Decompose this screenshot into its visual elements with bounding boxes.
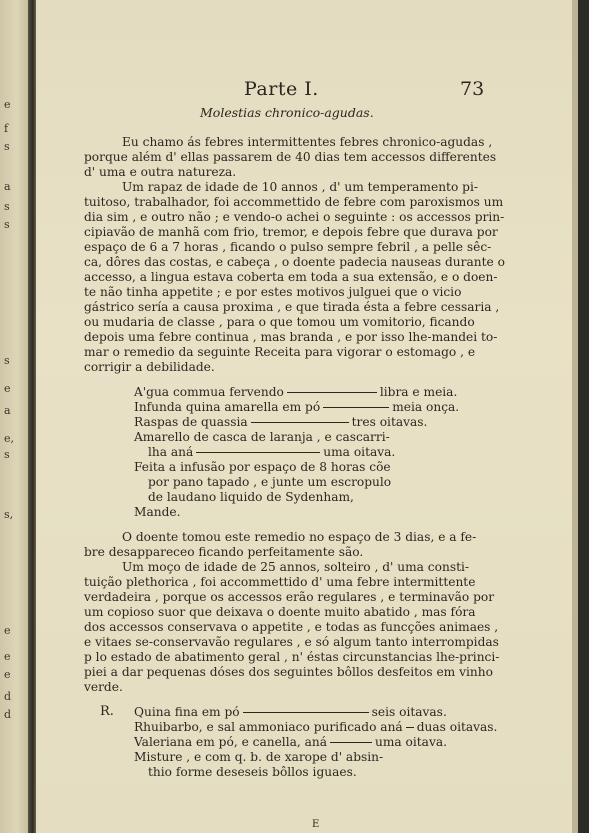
margin-fragment: d [4,690,12,703]
recipe-quantity: meia onça. [392,400,460,414]
text-line: verde. [84,680,123,694]
recipe-quantity: tres oitavas. [351,415,428,429]
margin-fragment: e [4,382,11,395]
leader-line [243,712,369,713]
recipe-quantity: seis oitavas. [371,705,447,719]
recipe-item: lha aná [148,445,194,459]
recipe-item: Valeriana em pó, e canella, aná [134,735,327,749]
recipe-quantity: libra e meia. [379,385,458,399]
text-line: p lo estado de abatimento geral , n' éstas circunstancias lhe-princi- [84,650,500,664]
text-line: espaço de 6 a 7 horas , ficando o pulso sempre febril , a pelle sêc- [84,240,492,254]
text-line: mar o remedio da seguinte Receita para vigorar o estomago , e [84,345,476,359]
leader-line [323,407,389,408]
text-line: O doente tomou este remedio no espaço de 3 dias, e a fe- [122,530,477,544]
recipe-line: Misture , e com q. b. de xarope d' absin- [134,750,384,764]
page-edge [572,0,589,833]
recipe-quantity: uma oitava. [323,445,396,459]
text-line: cipiavão de manhã com frio, tremor, e depois febre que durava por [84,225,498,239]
leader-line [251,422,349,423]
text-line: bre desappareceo ficando perfeitamente são. [84,545,364,559]
recipe-instruction: por pano tapado , e junte um escropulo [148,475,392,489]
recipe-item: Quina fina em pó [134,705,240,719]
text-line: dia sim , e outro não ; e vendo-o achei o seguinte : os accessos prin- [84,210,505,224]
text-line: te não tinha appetite ; e por estes motivos julguei que o vicio [84,285,462,299]
recipe-item: Raspas de quassia [134,415,248,429]
margin-fragment: s [4,448,10,461]
recipe-item: A'gua commua fervendo [134,385,284,399]
recipe-instruction: Mande. [134,505,181,519]
leader-line [196,452,320,453]
signature-mark: E [312,819,320,830]
margin-fragment: e [4,650,11,663]
text-line: dos accessos conservava o appetite , e todas as funcções animaes , [84,620,499,634]
text-line: porque além d' ellas passarem de 40 dias tem accessos differentes [84,150,497,164]
margin-fragment: s [4,218,10,231]
section-title: Molestias chronico-agudas. [200,105,374,120]
text-line: Um rapaz de idade de 10 annos , d' um temperamento pi- [122,180,478,194]
text-line: Um moço de idade de 25 annos, solteiro , d' uma consti- [122,560,469,574]
leader-line [287,392,377,393]
text-line: piei a dar pequenas dóses dos seguintes bôllos desfeitos em vinho [84,665,493,679]
recipe-instruction: Feita a infusão por espaço de 8 horas cõe [134,460,391,474]
margin-fragment: s [4,140,10,153]
recipe-line [134,385,457,399]
text-line: e vitaes se-conservavão regulares , e só algum tanto interrompidas [84,635,499,649]
book-gutter [28,0,36,833]
recipe-quantity: duas oitavas. [416,720,498,734]
margin-fragment: e [4,668,11,681]
recipe-line [134,735,447,749]
text-line: verdadeira , porque os accessos erão regulares , e terminavão por [84,590,495,604]
margin-fragment: a [4,404,11,417]
text-line: um copioso suor que deixava o doente muito abatido , mas fóra [84,605,476,619]
margin-fragment: s, [4,508,14,521]
page-heading: Parte I. [244,78,319,100]
text-line: gástrico sería a causa proxima , e que tirada ésta a febre cessaria , [84,300,500,314]
page-number: 73 [460,78,485,100]
margin-fragment: e, [4,432,15,445]
text-line: Eu chamo ás febres intermittentes febres chronico-agudas , [122,135,493,149]
text-line: ca, dôres das costas, e cabeça , o doente padecia nauseas durante o [84,255,505,269]
margin-fragment: e [4,98,11,111]
text-line: tuitoso, trabalhador, foi accommettido de febre com paroxismos um [84,195,504,209]
margin-fragment: d [4,708,12,721]
text-line: accesso, a lingua estava coberta em toda a sua extensão, e o doen- [84,270,498,284]
recipe-line [148,445,395,459]
recipe-item: Infunda quina amarella em pó [134,400,321,414]
text-line: depois uma febre continua , mas branda , e por isso lhe-mandei to- [84,330,498,344]
leader-line [406,727,414,728]
leader-line [330,742,372,743]
margin-fragment: s [4,200,10,213]
recipe-item: Rhuibarbo, e sal ammoniaco purificado aná [134,720,403,734]
text-line: tuição plethorica , foi accommettido d' uma febre intermittente [84,575,476,589]
margin-fragment: s [4,354,10,367]
recipe-mark: R. [100,704,114,719]
margin-fragment: f [4,122,9,135]
recipe-line [134,400,459,414]
recipe-line: thio forme deseseis bôllos iguaes. [148,765,357,779]
book-page [36,0,572,833]
recipe-line [134,415,427,429]
text-line: corrigir a debilidade. [84,360,215,374]
text-line: ou mudaria de classe , para o que tomou um vomitorio, ficando [84,315,475,329]
margin-fragment: a [4,180,11,193]
recipe-instruction: de laudano liquido de Sydenham, [148,490,354,504]
recipe-line [134,705,447,719]
facing-page-edge [0,0,28,833]
recipe-line: Amarello de casca de laranja , e cascarri- [134,430,390,444]
text-line: d' uma e outra natureza. [84,165,237,179]
recipe-line [134,720,497,734]
margin-fragment: e [4,624,11,637]
recipe-quantity: uma oitava. [375,735,447,749]
